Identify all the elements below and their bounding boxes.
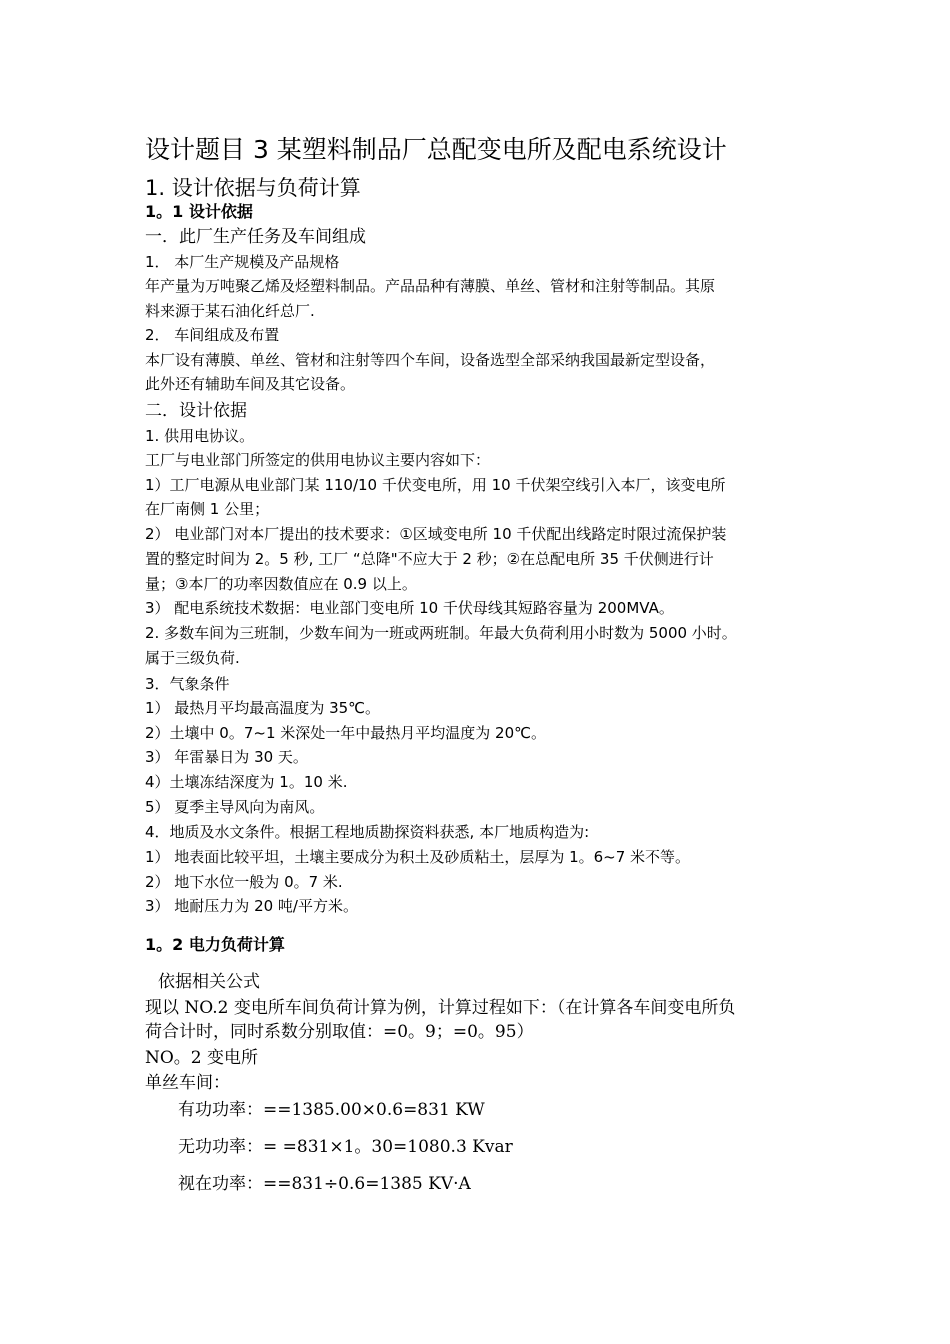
equation-apparent-power: 视在功率：==831÷0.6=1385 KV·A — [178, 1174, 471, 1194]
item-shift-system-2: 属于三级负荷. — [145, 649, 240, 667]
subsection-heading-1-2: 1。2 电力负荷计算 — [145, 935, 285, 954]
item-weather-4: 4）土壤冻结深度为 1。10 米. — [145, 773, 348, 791]
paragraph-annual-output-1: 年产量为万吨聚乙烯及烃塑料制品。产品品种有薄膜、单丝、管材和注射等制品。其原 — [145, 277, 716, 295]
heading-formulas: 依据相关公式 — [158, 972, 260, 992]
heading-geology: 4．地质及水文条件。根据工程地质勘探资料获悉, 本厂地质构造为: — [145, 823, 590, 841]
equation-active-power: 有功功率：==1385.00×0.6=831 KW — [178, 1100, 485, 1120]
item-geology-1: 1） 地表面比较平坦，土壤主要成分为积土及砂质粘土，层厚为 1。6~7 米不等。 — [145, 848, 691, 866]
item-shift-system-1: 2. 多数车间为三班制，少数车间为一班或两班制。年最大负荷利用小时数为 5000 小时。 — [145, 624, 737, 642]
section-heading-1: 1. 设计依据与负荷计算 — [145, 176, 361, 200]
item-production-scale: 1． 本厂生产规模及产品规格 — [145, 253, 340, 271]
item-weather-1: 1） 最热月平均最高温度为 35℃。 — [145, 699, 381, 717]
equation-reactive-power: 无功功率：= =831×1。30=1080.3 Kvar — [178, 1137, 513, 1157]
paragraph-annual-output-2: 料来源于某石油化纤总厂. — [145, 302, 315, 320]
heading-design-basis: 二．设计依据 — [145, 401, 247, 421]
item-geology-3: 3） 地耐压力为 20 吨/平方米。 — [145, 897, 358, 915]
item-system-data: 3） 配电系统技术数据：电业部门变电所 10 千伏母线其短路容量为 200MVA。 — [145, 599, 674, 617]
item-geology-2: 2） 地下水位一般为 0。7 米. — [145, 873, 343, 891]
item-weather-2: 2）土壤中 0。7~1 米深处一年中最热月平均温度为 20℃。 — [145, 724, 546, 742]
heading-weather: 3．气象条件 — [145, 675, 230, 693]
paragraph-calc-intro-2: 荷合计时，同时系数分别取值：=0。9；=0。95） — [145, 1022, 534, 1042]
subsection-heading-1-1: 1。1 设计依据 — [145, 202, 253, 221]
item-workshop-layout: 2． 车间组成及布置 — [145, 326, 280, 344]
item-power-source-1: 1）工厂电源从电业部门某 110/10 千伏变电所，用 10 千伏架空线引入本厂，该变电所 — [145, 476, 726, 494]
item-tech-requirements-2: 置的整定时间为 2。5 秒, 工厂 “总降"不应大于 2 秒；②在总配电所 35 千伏侧进行计 — [145, 550, 714, 568]
paragraph-agreement-intro: 工厂与电业部门所签定的供用电协议主要内容如下： — [145, 451, 491, 469]
document-title: 设计题目 3 某塑料制品厂总配变电所及配电系统设计 — [145, 135, 727, 164]
heading-production-tasks: 一．此厂生产任务及车间组成 — [145, 227, 366, 247]
paragraph-workshops-2: 此外还有辅助车间及其它设备。 — [145, 375, 356, 393]
item-weather-5: 5） 夏季主导风向为南风。 — [145, 798, 325, 816]
substation-label: NO。2 变电所 — [145, 1048, 259, 1068]
item-power-agreement: 1. 供用电协议。 — [145, 427, 255, 445]
workshop-label: 单丝车间： — [145, 1073, 230, 1093]
item-tech-requirements-1: 2） 电业部门对本厂提出的技术要求：①区域变电所 10 千伏配出线路定时限过流保护装 — [145, 525, 727, 543]
paragraph-calc-intro-1: 现以 NO.2 变电所车间负荷计算为例，计算过程如下：（在计算各车间变电所负 — [145, 998, 736, 1018]
paragraph-workshops-1: 本厂设有薄膜、单丝、管材和注射等四个车间，设备选型全部采纳我国最新定型设备， — [145, 351, 716, 369]
item-power-source-2: 在厂南侧 1 公里； — [145, 500, 270, 518]
item-weather-3: 3） 年雷暴日为 30 天。 — [145, 748, 308, 766]
item-tech-requirements-3: 量；③本厂的功率因数值应在 0.9 以上。 — [145, 575, 417, 593]
